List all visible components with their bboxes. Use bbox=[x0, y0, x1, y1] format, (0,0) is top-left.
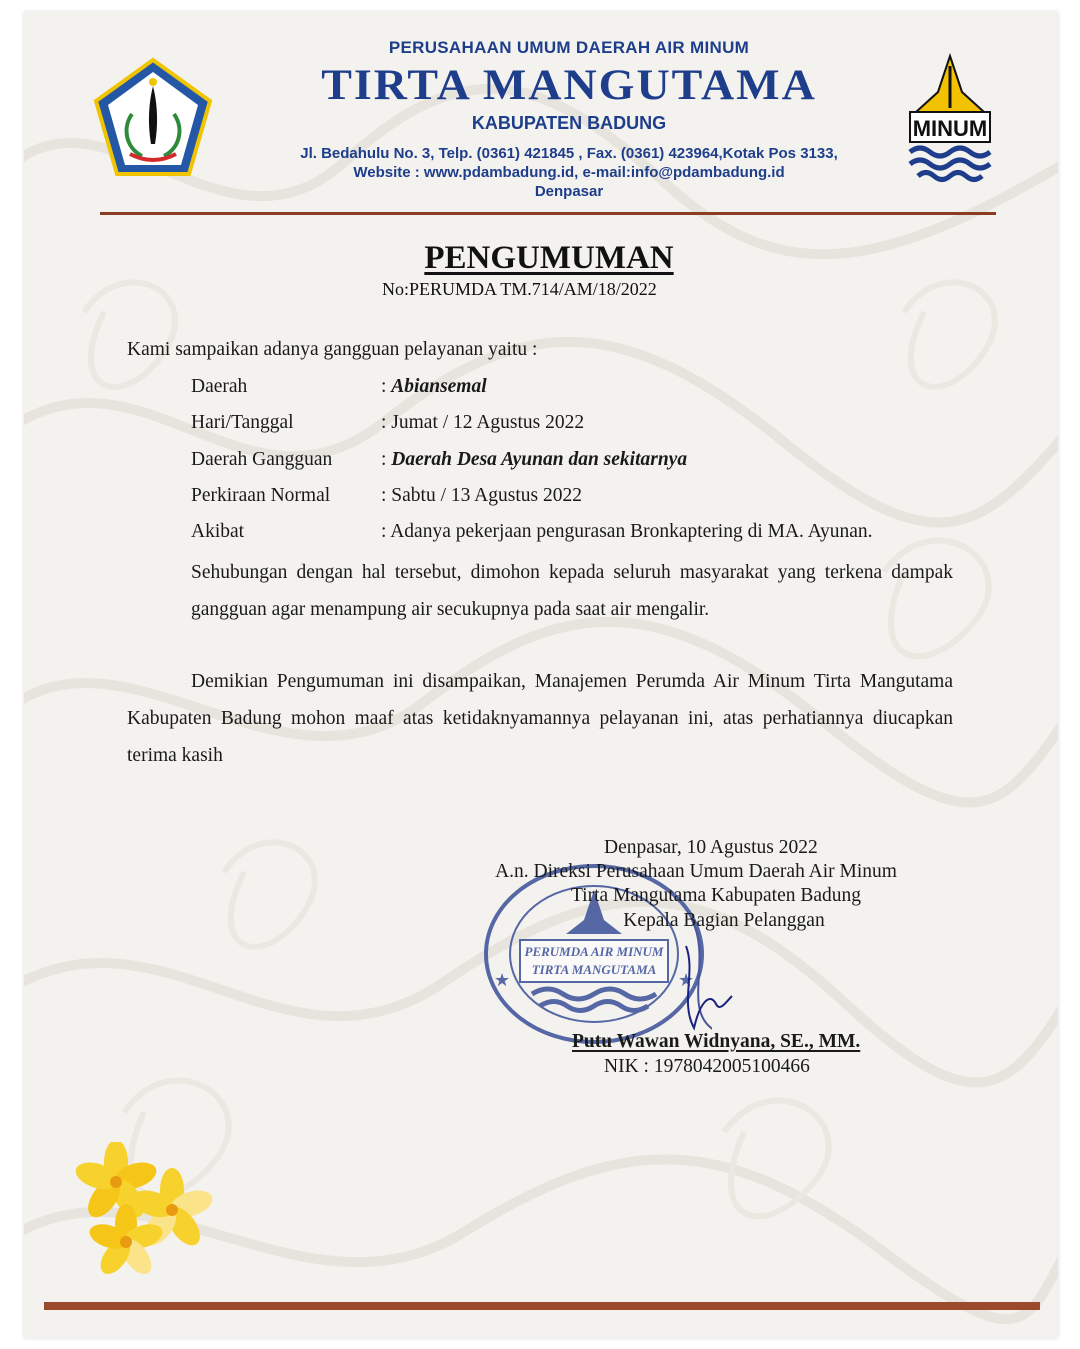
signature-on-behalf: A.n. Direksi Perusahaan Umum Daerah Air Minum bbox=[495, 861, 897, 882]
field-label-perkiraan-normal: Perkiraan Normal bbox=[191, 485, 331, 506]
signature-position: Kepala Bagian Pelanggan bbox=[623, 910, 825, 931]
handwritten-signature bbox=[676, 942, 736, 1032]
body-paragraph-closing: Demikian Pengumuman ini disampaikan, Manajemen Perumda Air Minum Tirta Mangutama Kabupaten Badung mohon maaf atas ketidaknyamannya pelayanan ini, atas perhatiannya diucapkan terima kasih bbox=[127, 671, 953, 766]
signature-place-date: Denpasar, 10 Agustus 2022 bbox=[604, 837, 818, 858]
field-value-daerah: : Abiansemal bbox=[381, 376, 487, 397]
field-value-akibat: : Adanya pekerjaan pengurasan Bronkaptering di MA. Ayunan. bbox=[381, 521, 873, 542]
badung-emblem-logo bbox=[92, 56, 214, 180]
stamp-text-line1: PERUMDA AIR MINUM bbox=[524, 944, 664, 959]
field-value-hari-tanggal: : Jumat / 12 Agustus 2022 bbox=[381, 412, 585, 433]
frangipani-flower-decoration bbox=[74, 1142, 214, 1282]
signature-company: Tirta Mangutama Kabupaten Badung bbox=[570, 885, 862, 906]
header-divider bbox=[100, 212, 996, 215]
header-address-line: Jl. Bedahulu No. 3, Telp. (0361) 421845 , Fax. (0361) 423964,Kotak Pos 3133, bbox=[300, 145, 838, 162]
star-icon: ★ bbox=[494, 970, 511, 990]
header-website-line: Website : www.pdambadung.id, e-mail:info@pdambadung.id bbox=[353, 164, 785, 181]
header-city-line: Denpasar bbox=[534, 183, 604, 200]
star-icon: ★ bbox=[678, 970, 695, 990]
stamp-text-line2: TIRTA MANGUTAMA bbox=[531, 962, 657, 977]
field-label-akibat: Akibat bbox=[191, 521, 245, 542]
announcement-number: No:PERUMDA TM.714/AM/18/2022 bbox=[382, 279, 657, 299]
field-label-hari-tanggal: Hari/Tanggal bbox=[191, 412, 294, 433]
field-value-daerah-gangguan: : Daerah Desa Ayunan dan sekitarnya bbox=[381, 449, 688, 470]
letter-sheet bbox=[24, 12, 1058, 1338]
header-regency: KABUPATEN BADUNG bbox=[471, 113, 667, 133]
footer-divider bbox=[44, 1302, 1040, 1310]
air-minum-logo bbox=[904, 52, 996, 188]
signatory-nik: NIK : 1978042005100466 bbox=[604, 1056, 810, 1077]
air-minum-logo-text: MINUM bbox=[912, 116, 988, 141]
header-address-block bbox=[224, 144, 914, 201]
header-organization: PERUSAHAAN UMUM DAERAH AIR MINUM bbox=[388, 38, 750, 57]
field-label-daerah: Daerah bbox=[191, 376, 248, 397]
field-label-daerah-gangguan: Daerah Gangguan bbox=[191, 449, 333, 470]
field-value-perkiraan-normal: : Sabtu / 13 Agustus 2022 bbox=[381, 485, 582, 506]
announcement-title: PENGUMUMAN bbox=[424, 240, 674, 276]
body-intro: Kami sampaikan adanya gangguan pelayanan yaitu : bbox=[127, 339, 538, 360]
header-company-name: TIRTA MANGUTAMA bbox=[321, 60, 817, 109]
signatory-name: Putu Wawan Widnyana, SE., MM. bbox=[572, 1031, 861, 1052]
body-paragraph-notice: Sehubungan dengan hal tersebut, dimohon kepada seluruh masyarakat yang terkena dampak gangguan agar menampung air secukupnya pada saat air mengalir. bbox=[191, 562, 953, 620]
